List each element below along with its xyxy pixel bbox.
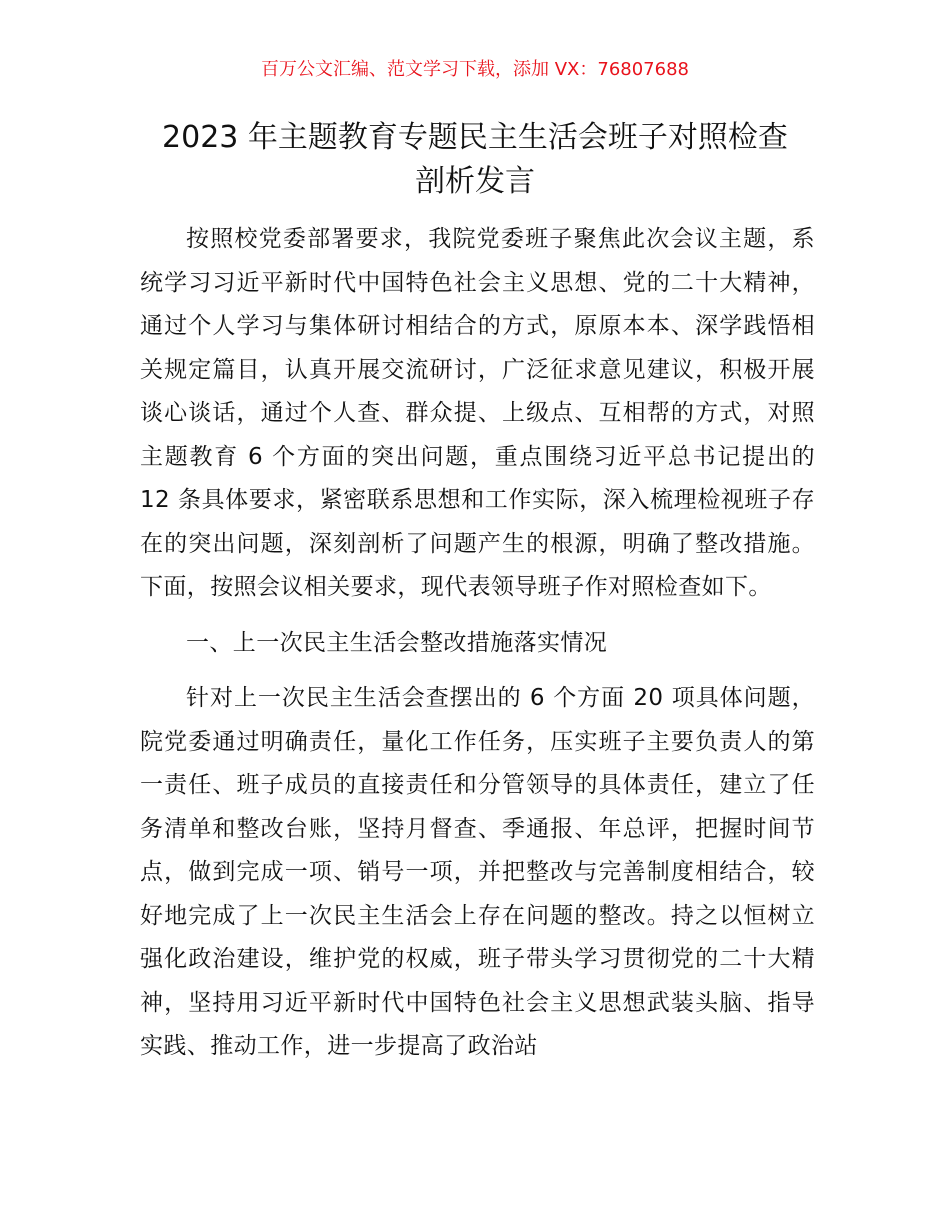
- document-title-line1: 2023 年主题教育专题民主生活会班子对照检查: [162, 120, 788, 155]
- watermark-header: 百万公文汇编、范文学习下载，添加 VX：76807688: [261, 59, 689, 80]
- document-title: [120, 116, 830, 204]
- section-heading-1: 一、上一次民主生活会整改措施落实情况: [186, 629, 608, 656]
- section1-paragraph: 针对上一次民主生活会查摆出的 6 个方面 20 项具体问题，院党委通过明确责任，量化工作任务，压实班子主要负责人的第一责任、班子成员的直接责任和分管领导的具体责任，建立了任务清单和整改台账，坚持月督查、季通报、年总评，把握时间节点，做到完成一项、销号一项，并把整改与完善制度相结合，较好地完成了上一次民主生活会上存在问题的整改。持之以恒树立强化政治建设，维护党的权威，班子带头学习贯彻党的二十大精神，坚持用习近平新时代中国特色社会主义思想武装头脑、指导实践、推动工作，进一步提高了政治站: [140, 685, 815, 1059]
- document-title-line2: 剖析发言: [415, 164, 535, 199]
- intro-paragraph: 按照校党委部署要求，我院党委班子聚焦此次会议主题，系统学习习近平新时代中国特色社会主义思想、党的二十大精神，通过个人学习与集体研讨相结合的方式，原原本本、深学践悟相关规定篇目，认真开展交流研讨，广泛征求意见建议，积极开展谈心谈话，通过个人查、群众提、上级点、互相帮的方式，对照主题教育 6 个方面的突出问题，重点围绕习近平总书记提出的 12 条具体要求，紧密联系思想和工作实际，深入梳理检视班子存在的突出问题，深刻剖析了问题产生的根源，明确了整改措施。下面，按照会议相关要求，现代表领导班子作对照检查如下。: [140, 226, 815, 600]
- document-body: [140, 218, 815, 1069]
